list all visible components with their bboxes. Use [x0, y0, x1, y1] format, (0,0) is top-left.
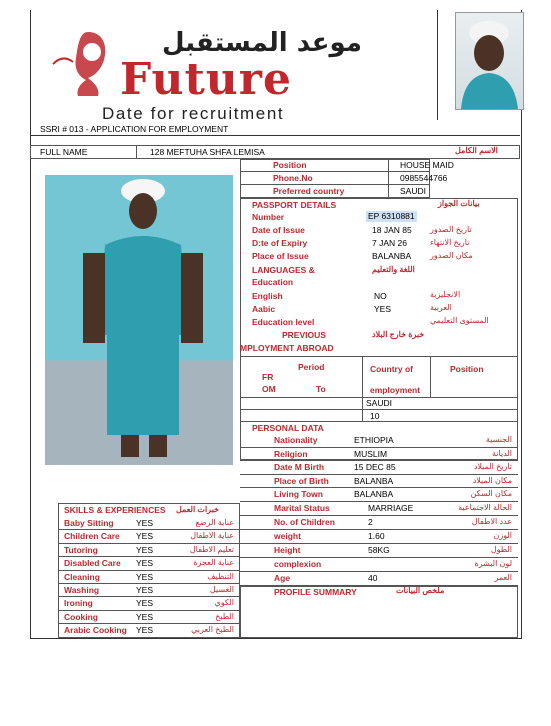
skill-row-label: Arabic Cooking	[64, 625, 127, 636]
brand-name: Future	[120, 54, 292, 105]
lower-row-label: No. of Children	[274, 517, 335, 527]
country-value: SAUDI	[400, 186, 426, 196]
personal-row-ar: مكان الميلاد	[472, 475, 512, 485]
application-line: SSRI # 013 - APPLICATION FOR EMPLOYMENT	[40, 124, 229, 134]
lady-logo-icon	[48, 24, 128, 104]
passport-title-ar: بيانات الجواز	[438, 199, 480, 208]
issue-value: 18 JAN 85	[372, 225, 412, 235]
skill-row	[58, 571, 240, 584]
skill-row	[58, 557, 240, 570]
lower-row-label: Height	[274, 545, 301, 555]
lower-row-label: complexion	[274, 559, 322, 569]
personal-row-label: Living Town	[274, 489, 323, 500]
position-label: Position	[273, 160, 307, 170]
arabic-value: YES	[374, 304, 392, 314]
skill-row-value: YES	[136, 531, 154, 542]
previous-title: PREVIOUS	[282, 330, 326, 340]
personal-row-ar: الجنسية	[485, 435, 512, 444]
country-of-label: Country of	[370, 364, 413, 374]
personal-row	[240, 461, 518, 475]
expiry-ar: تاريخ الانتهاء	[430, 238, 470, 247]
divider	[240, 409, 518, 410]
skill-row-label: Tutoring	[64, 544, 98, 555]
personal-row-ar: تاريخ الميلاد	[473, 462, 512, 472]
english-ar: الانجليزية	[430, 290, 461, 299]
previous-country-value: SAUDI	[366, 398, 392, 408]
skill-row-label: Children Care	[64, 531, 120, 542]
education-level-label: Education level	[252, 317, 315, 327]
personal-row-label: Place of Birth	[274, 475, 329, 486]
personal-row-value: BALANBA	[354, 475, 394, 486]
divider	[362, 356, 363, 422]
profile-summary-ar: ملخص البيانات	[396, 586, 445, 595]
languages-title-ar: اللغة والتعليم	[372, 265, 415, 274]
passport-number-label: Number	[252, 212, 285, 222]
passport-title: PASSPORT DETAILS	[252, 200, 337, 210]
personal-row-value: MUSLIM	[354, 448, 388, 459]
skill-row-value: YES	[136, 558, 154, 569]
personal-row-value: ETHIOPIA	[354, 435, 394, 445]
place-ar: مكان الصدور	[430, 251, 473, 260]
lower-row-ar: العمر	[494, 573, 512, 582]
lower-row-value: 40	[368, 573, 378, 583]
header-divider	[437, 10, 438, 120]
skill-row-ar: تعليم الاطفال	[189, 544, 234, 554]
full-name-row	[30, 145, 520, 159]
lower-row-ar: عدد الاطفال	[471, 517, 512, 526]
fr-label: FR	[262, 372, 274, 382]
skill-row	[58, 611, 240, 624]
skill-row	[58, 584, 240, 597]
skill-row-value: YES	[136, 518, 154, 528]
lower-row	[240, 572, 518, 586]
to-label: To	[316, 384, 326, 394]
issue-ar: تاريخ الصدور	[430, 225, 472, 234]
skills-title-ar: خبرات العمل	[176, 505, 219, 514]
country-label: Preferred country	[273, 186, 345, 196]
personal-row	[240, 448, 518, 462]
full-name-value: 128 MEFTUHA SHFA LEMISA	[150, 147, 265, 157]
period-label: Period	[298, 362, 325, 372]
lower-row-ar: لون البشرة	[474, 559, 512, 568]
tagline: Date for recruitment	[102, 104, 285, 123]
education-title: Education	[252, 277, 294, 287]
personal-rows	[240, 434, 518, 502]
lower-row-value: MARRIAGE	[368, 503, 414, 513]
skill-row-value: YES	[136, 625, 154, 636]
issue-label: Date of Issue	[252, 225, 305, 235]
expiry-value: 7 JAN 26	[372, 238, 407, 248]
divider	[240, 184, 430, 185]
skill-row-label: Cooking	[64, 611, 98, 622]
personal-row-label: Religion	[274, 448, 308, 459]
skill-row-ar: عناية الرضع	[195, 518, 234, 527]
lower-row	[240, 516, 518, 530]
previous-title-ar: خبرة خارج البلاد	[372, 330, 425, 339]
arabic-label: Aabic	[252, 304, 276, 314]
previous-position-label: Position	[450, 364, 484, 374]
skills-rows	[58, 517, 240, 638]
personal-row-label: Nationality	[274, 435, 318, 445]
skill-row-label: Ironing	[64, 598, 93, 609]
arabic-ar: العربية	[430, 303, 452, 312]
personal-row-label: Date M Birth	[274, 462, 325, 473]
personal-row	[240, 488, 518, 502]
english-value: NO	[374, 291, 387, 301]
skill-row-value: YES	[136, 544, 154, 555]
personal-row	[240, 475, 518, 489]
place-value: BALANBA	[372, 251, 412, 261]
skill-row-value: YES	[136, 611, 154, 622]
lower-row-ar: الطول	[490, 545, 512, 554]
position-value: HOUSE MAID	[400, 160, 454, 170]
phone-value: 0985544766	[400, 173, 448, 183]
divider	[136, 145, 137, 159]
full-body-person-icon	[45, 175, 233, 465]
profile-summary-label: PROFILE SUMMARY	[274, 587, 357, 597]
skill-row-value: YES	[136, 571, 154, 582]
skill-row-ar: الكوي	[214, 598, 234, 608]
lower-row-value: 58KG	[368, 545, 390, 555]
skill-row	[58, 624, 240, 637]
skill-row-ar: الغسيل	[209, 585, 234, 594]
skill-row-ar: التنظيف	[207, 571, 234, 581]
skill-row-ar: عناية العجزة	[193, 558, 234, 568]
lower-row	[240, 544, 518, 558]
personal-title: PERSONAL DATA	[252, 423, 324, 433]
english-label: English	[252, 291, 283, 301]
person-photo-icon	[456, 13, 523, 109]
om-label: OM	[262, 384, 276, 394]
skill-row-ar: الطبخ	[215, 611, 234, 621]
lower-rows	[240, 502, 518, 586]
employment-label: employment	[370, 385, 421, 395]
skill-row	[58, 530, 240, 543]
full-name-label: FULL NAME	[40, 147, 88, 157]
lower-row-label: weight	[274, 531, 301, 541]
lower-row-value: 1.60	[368, 531, 385, 541]
skill-row-label: Disabled Care	[64, 558, 121, 569]
divider	[430, 356, 431, 398]
divider	[240, 171, 430, 172]
education-level-ar: المستوى التعليمي	[430, 316, 489, 325]
skill-row-ar: عناية الاطفال	[190, 531, 234, 541]
skill-row	[58, 597, 240, 610]
phone-label: Phone.No	[273, 173, 313, 183]
skill-row	[58, 544, 240, 557]
passport-number-value: EP 6310881	[368, 211, 415, 221]
skill-row-ar: الطبخ العربي	[191, 625, 234, 635]
lower-row-value: 2	[368, 517, 373, 527]
languages-title: LANGUAGES &	[252, 265, 315, 275]
personal-row-ar: الديانة	[491, 448, 512, 458]
skill-row-label: Washing	[64, 585, 100, 595]
personal-row-ar: مكان السكن	[470, 489, 512, 499]
lower-row-ar: الحالة الاجتماعية	[458, 503, 512, 512]
full-name-ar: الاسم الكامل	[455, 146, 498, 155]
skills-title: SKILLS & EXPERIENCES	[64, 505, 166, 515]
divider	[30, 135, 520, 136]
skill-row-label: Cleaning	[64, 571, 100, 582]
lower-row	[240, 530, 518, 544]
lower-row-label: Marital Status	[274, 503, 330, 513]
lower-row	[240, 558, 518, 572]
logo	[40, 20, 380, 124]
divider	[388, 159, 389, 198]
personal-row-value: BALANBA	[354, 489, 394, 500]
lower-row-label: Age	[274, 573, 291, 583]
skill-row	[58, 517, 240, 530]
skill-row-value: YES	[136, 598, 154, 609]
expiry-label: D:te of Expiry	[252, 238, 308, 248]
previous-title-2: MPLOYMENT ABROAD	[240, 343, 334, 353]
place-label: Place of Issue	[252, 251, 309, 261]
passport-photo	[455, 12, 524, 110]
skill-row-value: YES	[136, 585, 154, 595]
lower-row-ar: الوزن	[493, 531, 512, 540]
personal-row-value: 15 DEC 85	[354, 462, 396, 473]
full-body-photo	[45, 175, 233, 465]
skill-row-label: Baby Sitting	[64, 518, 114, 528]
lower-row	[240, 502, 518, 516]
personal-row	[240, 434, 518, 448]
arabic-brand: موعد المستقبل	[162, 28, 362, 58]
previous-years-value: 10	[370, 411, 380, 421]
